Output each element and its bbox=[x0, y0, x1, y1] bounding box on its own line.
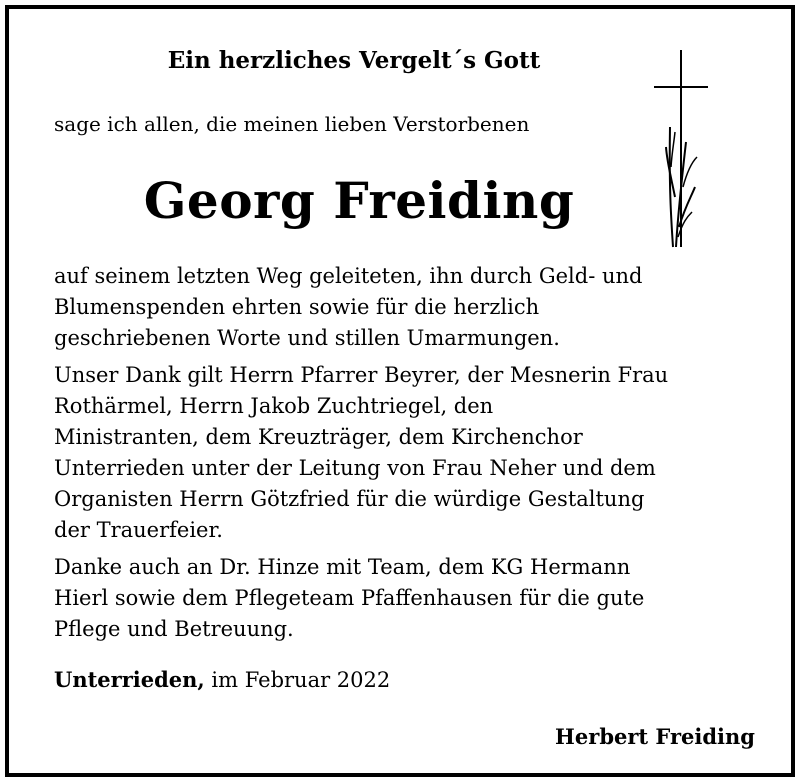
paragraph-thanks-to-people: Unser Dank gilt Herrn Pfarrer Beyrer, der Mesnerin Frau Rothärmel, Herrn Jakob Zuchtriegel, den Ministranten, dem Kreuzträger, dem Kirchenchor Unterrieden unter der Leitung von Frau Neher und dem Organisten Herrn Götzfried für die würdige Gestaltung der Trauerfeier. bbox=[54, 363, 669, 542]
signature: Herbert Freiding bbox=[555, 724, 755, 749]
deceased-name: Georg Freiding bbox=[143, 171, 575, 230]
paragraph-thanks-for-support: auf seinem letzten Weg geleiteten, ihn durch Geld- und Blumenspenden ehrten sowie für die herzlich geschriebenen Worte und stillen Umarmungen. bbox=[54, 264, 643, 350]
date-text: im Februar 2022 bbox=[204, 668, 391, 692]
obituary-thanks-notice bbox=[5, 5, 795, 777]
cross-with-grass-icon bbox=[645, 47, 715, 252]
intro-line: sage ich allen, die meinen lieben Verstorbenen bbox=[54, 112, 530, 136]
place-and-date bbox=[54, 667, 390, 692]
notice-heading: Ein herzliches Vergelt´s Gott bbox=[167, 47, 541, 74]
paragraph-thanks-to-care: Danke auch an Dr. Hinze mit Team, dem KG Hermann Hierl sowie dem Pflegeteam Pfaffenhausen für die gute Pflege und Betreuung. bbox=[54, 555, 645, 641]
place-name: Unterrieden, bbox=[54, 667, 205, 692]
body-text bbox=[54, 261, 754, 651]
